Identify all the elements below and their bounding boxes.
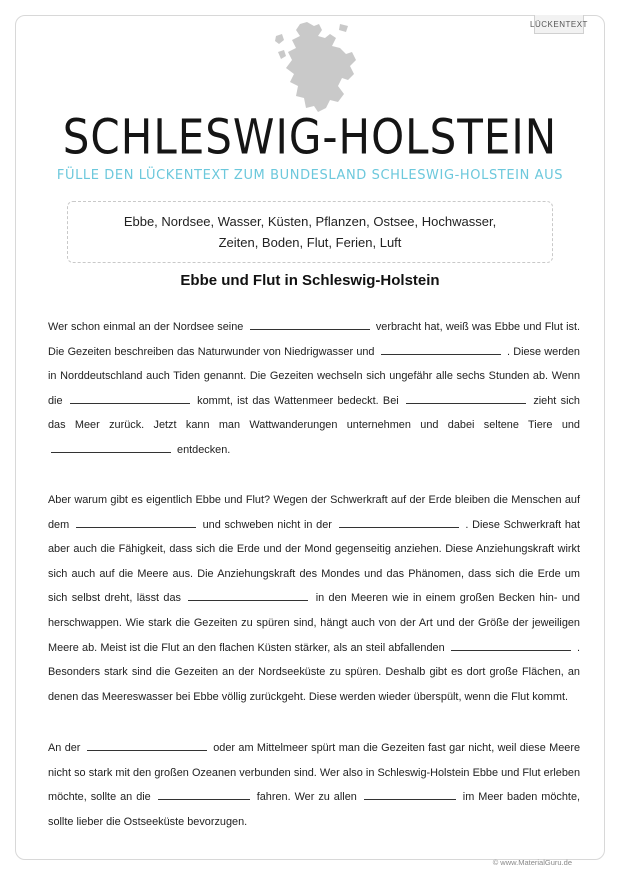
paragraph-text: verbracht hat, weiß was Ebbe und Flut ist. Die Gezeiten beschreiben das Naturwunder von Niedrigwasser und xyxy=(48,321,581,358)
blank-field[interactable] xyxy=(406,402,526,404)
worksheet-type-badge: LÜCKENTEXT xyxy=(534,15,584,34)
blank-field[interactable] xyxy=(70,402,190,404)
page-title: SCHLESWIG-HOLSTEIN xyxy=(62,108,558,166)
paragraph-text: und schweben nicht in der xyxy=(202,518,332,531)
section-heading: Ebbe und Flut in Schleswig-Holstein xyxy=(180,272,440,289)
paragraph-2 xyxy=(48,488,580,709)
copyright-notice: © www.MaterialGuru.de xyxy=(492,858,572,867)
paragraph-text: oder am Mittelmeer spürt man die Gezeiten fast gar nicht, weil diese Meere nicht so stark mit den großen Ozeanen verbunden sind. Wer also in Schleswig-Holstein Ebbe und Flut erleben möchte, sollte an die xyxy=(48,742,581,804)
paragraph-text: im Meer baden möchte, sollte lieber die Ostseeküste bevorzugen. xyxy=(48,791,581,828)
blank-field[interactable] xyxy=(364,798,456,800)
paragraph-text: Wer schon einmal an der Nordsee seine xyxy=(48,321,244,333)
paragraph-1 xyxy=(48,315,580,463)
blank-field[interactable] xyxy=(339,526,459,528)
paragraph-text: Aber warum gibt es eigentlich Ebbe und Flut? Wegen der Schwerkraft auf der Erde bleiben die Menschen auf dem xyxy=(48,494,580,531)
blank-field[interactable] xyxy=(158,798,250,800)
schleswig-holstein-map-icon xyxy=(270,18,360,118)
paragraph-text: fahren. Wer zu allen xyxy=(256,791,357,804)
paragraph-text: in den Meeren wie in einem großen Becken hin- und herschwappen. Wie stark die Gezeiten zu spüren sind, hängt auch von der Art und der Größe der jeweiligen Meere ab. Meist ist die Flut an den flachen Küsten stärker, als an steil abfallenden xyxy=(48,592,580,654)
paragraph-text: An der xyxy=(48,742,81,754)
blank-field[interactable] xyxy=(51,451,171,453)
blank-field[interactable] xyxy=(188,599,308,601)
paragraph-3 xyxy=(48,736,580,834)
paragraph-text: zieht sich das Meer zurück. Jetzt kann man Wattwanderungen unternehmen und dabei seltene Tiere und xyxy=(48,394,580,432)
word-bank-line-1: Ebbe, Nordsee, Wasser, Küsten, Pflanzen, Ostsee, Hochwasser, xyxy=(123,214,497,229)
word-bank-box xyxy=(67,201,553,263)
blank-field[interactable] xyxy=(451,649,571,651)
paragraph-text: . Besonders stark sind die Gezeiten an der Nordseeküste zu spüren. Deshalb gibt es dort große Flächen, an denen das Meereswasser bei Ebbe völlig zurückgeht. Diese werden wieder überspült, wenn die Flut kommt. xyxy=(48,641,580,703)
word-bank-line-2: Zeiten, Boden, Flut, Ferien, Luft xyxy=(218,235,402,250)
blank-field[interactable] xyxy=(76,526,196,528)
paragraph-text: kommt, ist das Wattenmeer bedeckt. Bei xyxy=(197,394,399,407)
blank-field[interactable] xyxy=(381,353,501,355)
blank-field[interactable] xyxy=(250,328,370,330)
blank-field[interactable] xyxy=(87,749,207,751)
instructions-subtitle: FÜLLE DEN LÜCKENTEXT ZUM BUNDESLAND SCHLESWIG-HOLSTEIN AUS xyxy=(56,168,564,183)
paragraph-text: . Diese Schwerkraft hat aber auch die Fähigkeit, dass sich die Erde und der Mond gegenseitig anziehen. Diese Anziehungskraft wirkt sich auch auf die Meere aus. Die Anziehungskraft des Mondes und das Phänomen, dass sich die Erde um sich selbst dreht, lässt das xyxy=(48,518,580,605)
paragraph-text: entdecken. xyxy=(177,443,231,456)
paragraph-text: . Diese werden in Norddeutschland auch Tiden genannt. Die Gezeiten wechseln sich ungefähr alle sechs Stunden ab. Wenn die xyxy=(48,345,580,407)
